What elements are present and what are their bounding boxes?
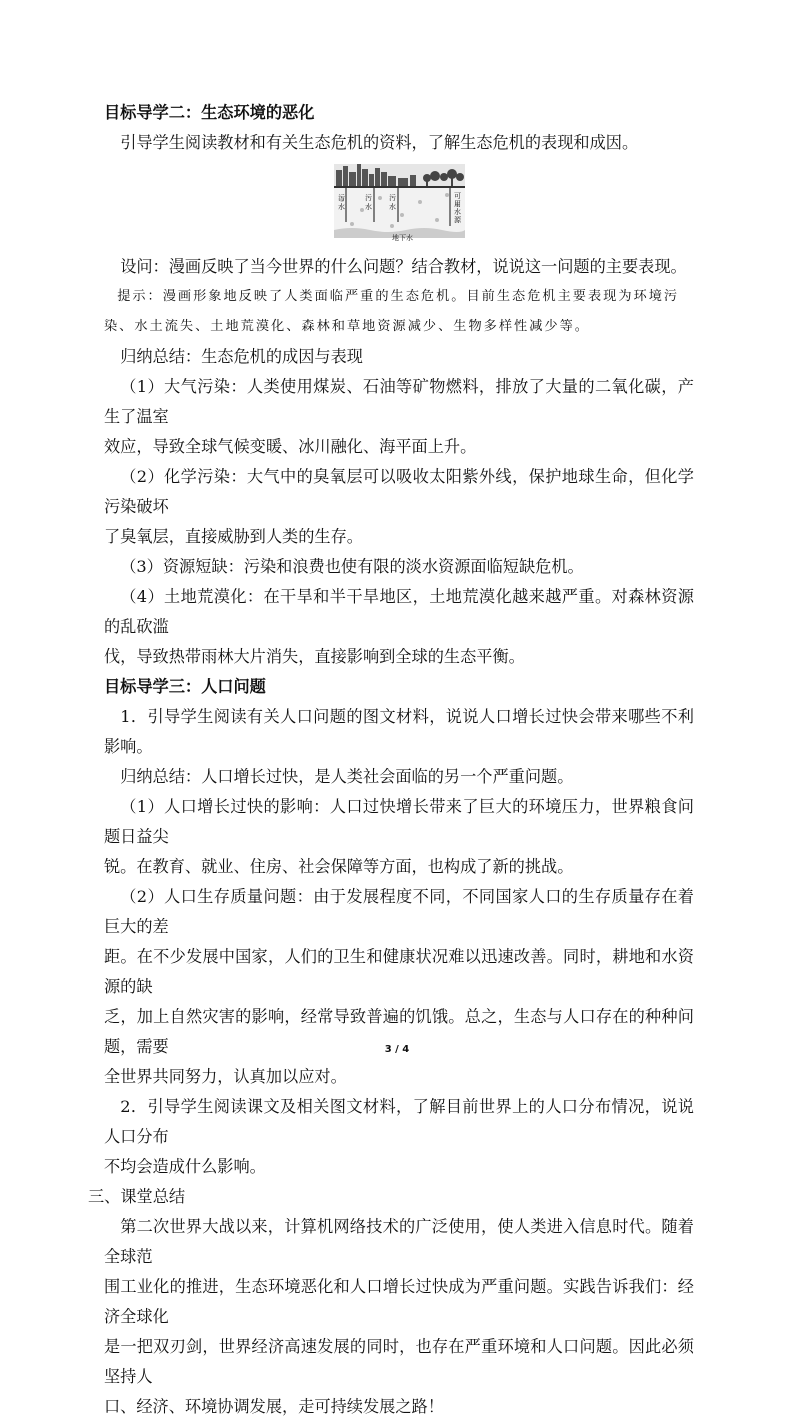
section3-question1: 1．引导学生阅读有关人口问题的图文材料，说说人口增长过快会带来哪些不利影响。 [104,707,694,756]
label-sewage-1-char2: 水 [337,203,345,211]
section2-summary-title: 归纳总结：生态危机的成因与表现 [120,347,363,366]
section2-item1-line1: （1）大气污染：人类使用煤炭、石油等矿物燃料，排放了大量的二氧化碳，产生了温室 [104,377,694,426]
section2-item2-line2: 了臭氧层，直接威胁到人类的生存。 [104,527,363,546]
section3-item2-line4: 全世界共同努力，认真加以应对。 [104,1067,347,1086]
section3-question2-line1: 2．引导学生阅读课文及相关图文材料，了解目前世界上的人口分布情况，说说人口分布 [104,1097,694,1146]
section3-question2-line2: 不均会造成什么影响。 [104,1157,266,1176]
section2-item4-line1: （4）土地荒漠化：在干旱和半干旱地区，土地荒漠化越来越严重。对森林资源的乱砍滥 [104,587,694,636]
class-summary-line1: 第二次世界大战以来，计算机网络技术的广泛使用，使人类进入信息时代。随着全球范 [104,1217,694,1266]
class-summary-heading: 三、课堂总结 [88,1187,186,1206]
section3-item1-line2: 锐。在教育、就业、住房、社会保障等方面，也构成了新的挑战。 [104,857,574,876]
section2-item3: （3）资源短缺：污染和浪费也使有限的淡水资源面临短缺危机。 [120,557,584,576]
label-usable-char3: 水 [453,208,461,216]
label-sewage-2-char2: 水 [364,203,372,211]
pollution-cartoon-image [332,160,467,242]
cartoon-figure [104,160,694,248]
document-body [88,98,694,1422]
section3-item2-line1: （2）人口生存质量问题：由于发展程度不同，不同国家人口的生存质量存在着巨大的差 [104,887,694,936]
label-sewage-3-char2: 水 [388,203,396,211]
label-usable-char4: 源 [453,216,461,224]
label-sewage-3-char1: 污 [388,194,396,202]
label-usable-char2: 用 [453,200,461,208]
class-summary-line4: 口、经济、环境协调发展，走可持续发展之路！ [104,1397,444,1416]
section2-question: 设问：漫画反映了当今世界的什么问题？结合教材，说说这一问题的主要表现。 [120,257,687,276]
section3-item2-line3: 乏，加上自然灾害的影响，经常导致普遍的饥饿。总之，生态与人口存在的种种问题，需要 [104,1007,694,1056]
section2-item1-line2: 效应，导致全球气候变暖、冰川融化、海平面上升。 [104,437,477,456]
page-number: 3 / 4 [384,1044,410,1055]
section3-item1-line1: （1）人口增长过快的影响：人口过快增长带来了巨大的环境压力，世界粮食问题日益尖 [104,797,694,846]
section2-item2-line1: （2）化学污染：大气中的臭氧层可以吸收太阳紫外线，保护地球生命，但化学污染破坏 [104,467,694,516]
section2-item4-line2: 伐，导致热带雨林大片消失，直接影响到全球的生态平衡。 [104,647,525,666]
label-usable-char1: 可 [453,192,461,200]
label-sewage-1-char1: 污 [337,194,345,202]
section2-hint-line1: 提示：漫画形象地反映了人类面临严重的生态危机。目前生态危机主要表现为环境污 [117,289,680,304]
class-summary-line2: 围工业化的推进，生态环境恶化和人口增长过快成为严重问题。实践告诉我们：经济全球化 [104,1277,694,1326]
label-sewage-2-char1: 污 [364,194,372,202]
section2-heading: 目标导学二：生态环境的恶化 [104,103,315,122]
section3-heading: 目标导学三：人口问题 [104,677,266,696]
figure-caption-groundwater: 地下水 [391,234,413,242]
class-summary-line3: 是一把双刃剑，世界经济高速发展的同时，也存在严重环境和人口问题。因此必须坚持人 [104,1337,694,1386]
section2-intro: 引导学生阅读教材和有关生态危机的资料，了解生态危机的表现和成因。 [120,133,639,152]
section3-summary: 归纳总结：人口增长过快，是人类社会面临的另一个严重问题。 [120,767,574,786]
section3-item2-line2: 距。在不少发展中国家，人们的卫生和健康状况难以迅速改善。同时，耕地和水资源的缺 [104,947,694,996]
section2-hint-line2: 染、水土流失、土地荒漠化、森林和草地资源减少、生物多样性减少等。 [104,319,590,334]
